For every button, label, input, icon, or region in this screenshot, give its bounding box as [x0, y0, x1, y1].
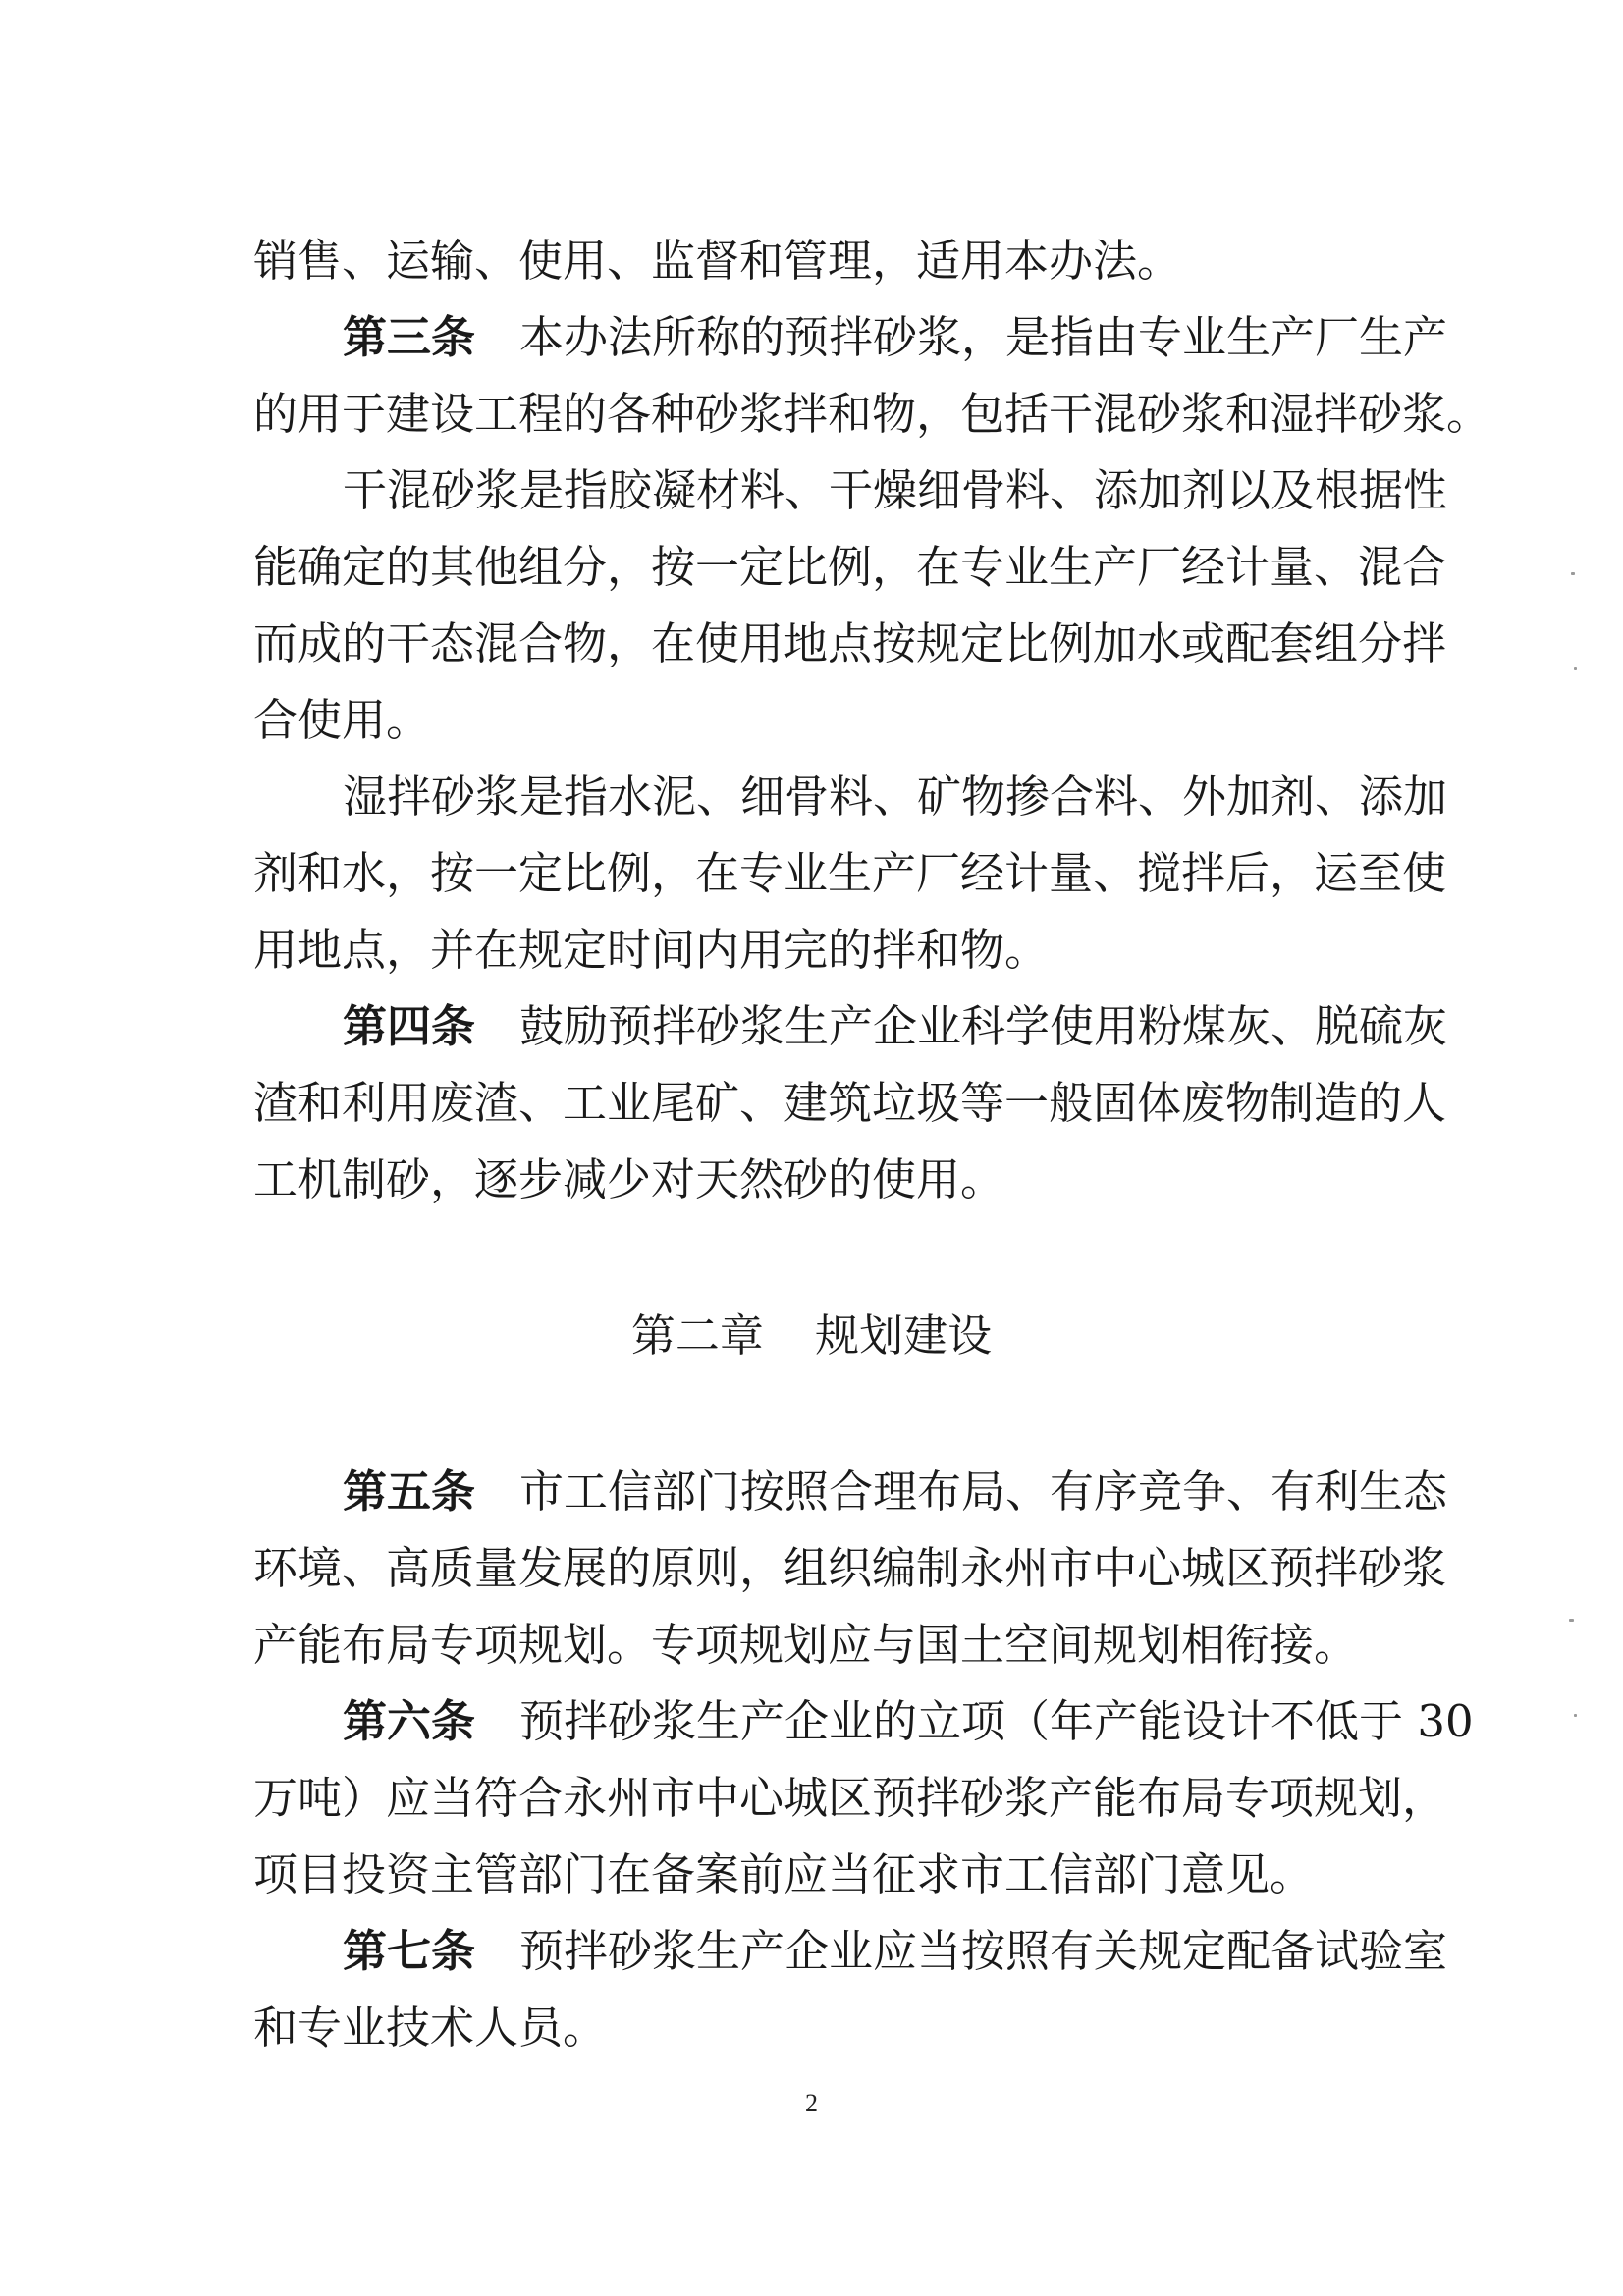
- paragraph-line: 合使用。: [253, 694, 431, 746]
- article-4-text: 鼓励预拌砂浆生产企业科学使用粉煤灰、脱硫灰: [519, 1000, 1448, 1052]
- scan-speck: [1574, 1714, 1577, 1717]
- paragraph-line: 环境、高质量发展的原则，组织编制永州市中心城区预拌砂浆: [253, 1542, 1447, 1594]
- paragraph-line: 销售、运输、使用、监督和管理，适用本办法。: [253, 235, 1182, 287]
- chapter-title: 第二章 规划建设: [630, 1309, 993, 1362]
- page-number: 2: [805, 2089, 818, 2117]
- paragraph-line: 万吨）应当符合永州市中心城区预拌砂浆产能布局专项规划，: [253, 1772, 1447, 1824]
- paragraph-line: 渣和利用废渣、工业尾矿、建筑垃圾等一般固体废物制造的人: [253, 1077, 1447, 1129]
- paragraph-line: 的用于建设工程的各种砂浆拌和物，包括干混砂浆和湿拌砂浆。: [253, 388, 1491, 440]
- paragraph-line: 剂和水，按一定比例，在专业生产厂经计量、搅拌后，运至使: [253, 847, 1447, 899]
- paragraph-line: 湿拌砂浆是指水泥、细骨料、矿物掺合料、外加剂、添加: [343, 771, 1448, 823]
- scan-speck: [1569, 1619, 1574, 1622]
- paragraph-line: 能确定的其他组分，按一定比例，在专业生产厂经计量、混合: [253, 541, 1447, 593]
- paragraph-line: 项目投资主管部门在备案前应当征求市工信部门意见。: [253, 1848, 1315, 1900]
- article-4-heading: 第四条: [343, 1000, 476, 1052]
- article-6-line: [253, 1695, 1474, 1747]
- article-6-heading: 第六条: [343, 1695, 476, 1747]
- article-6-text: 预拌砂浆生产企业的立项（年产能设计不低于 30: [519, 1695, 1474, 1747]
- paragraph-line: 用地点，并在规定时间内用完的拌和物。: [253, 924, 1050, 976]
- article-5-heading: 第五条: [343, 1466, 476, 1518]
- paragraph-line: 产能布局专项规划。专项规划应与国土空间规划相衔接。: [253, 1619, 1359, 1671]
- scan-speck: [1574, 667, 1577, 670]
- article-4-line: [253, 1000, 1448, 1052]
- article-7-heading: 第七条: [343, 1925, 476, 1977]
- article-5-line: [253, 1466, 1448, 1518]
- paragraph-line: 工机制砂，逐步减少对天然砂的使用。: [253, 1153, 1005, 1205]
- scan-speck: [1571, 572, 1575, 575]
- article-3-heading: 第三条: [343, 311, 476, 363]
- article-5-text: 市工信部门按照合理布局、有序竞争、有利生态: [519, 1466, 1448, 1518]
- article-3-text: 本办法所称的预拌砂浆，是指由专业生产厂生产: [519, 311, 1448, 363]
- paragraph-line: 干混砂浆是指胶凝材料、干燥细骨料、添加剂以及根据性: [343, 464, 1448, 516]
- article-7-text: 预拌砂浆生产企业应当按照有关规定配备试验室: [519, 1925, 1448, 1977]
- article-3-line: [253, 311, 1448, 363]
- article-7-line: [253, 1925, 1448, 1977]
- paragraph-line: 而成的干态混合物，在使用地点按规定比例加水或配套组分拌: [253, 617, 1447, 669]
- paragraph-line: 和专业技术人员。: [253, 2002, 608, 2054]
